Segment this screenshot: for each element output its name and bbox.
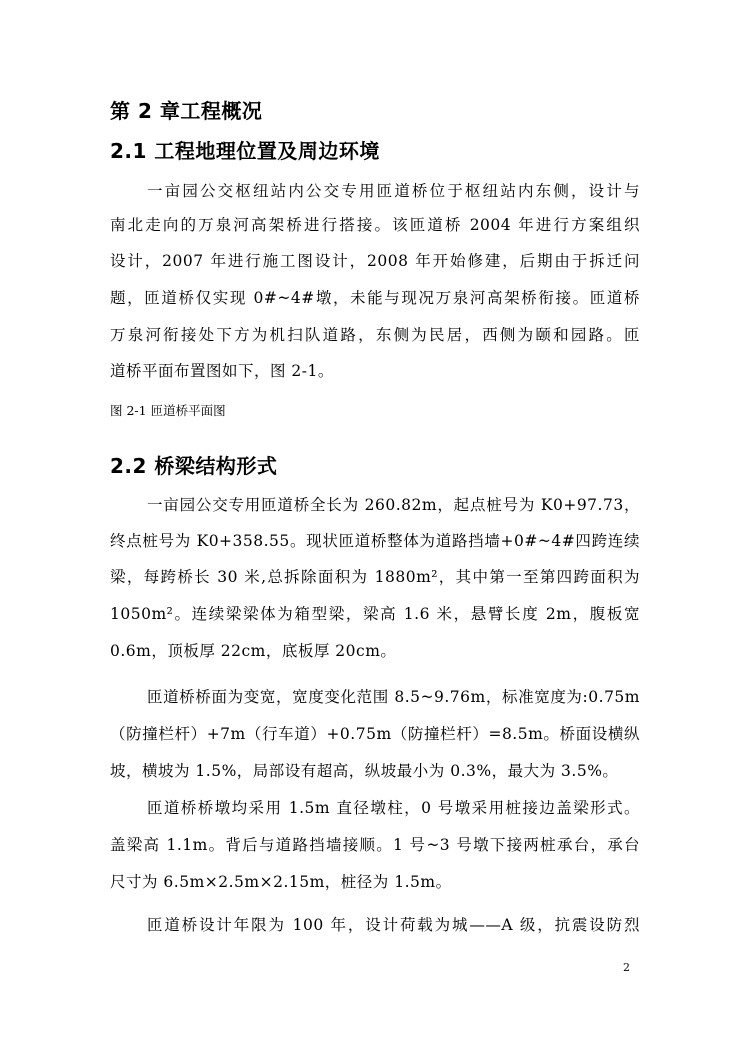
chapter-title: 第 2 章工程概况	[110, 99, 263, 123]
paragraph-line: 道桥平面布置图如下，图 2-1。	[110, 362, 334, 380]
paragraph-line: 匝道桥设计年限为 100 年，设计荷载为城——A 级，抗震设防烈	[147, 916, 640, 934]
paragraph-line: （防撞栏杆）+7m（行车道）+0.75m（防撞栏杆）=8.5m。桥面设横纵	[110, 725, 640, 743]
paragraph-line: 设计，2007 年进行施工图设计，2008 年开始修建，后期由于拆迁问	[110, 252, 640, 270]
paragraph-line: 万泉河衔接处下方为机扫队道路，东侧为民居，西侧为颐和园路。匝	[110, 326, 640, 344]
paragraph-line: 坡，横坡为 1.5%，局部设有超高，纵坡最小为 0.3%，最大为 3.5%。	[110, 762, 619, 780]
paragraph-line: 匝道桥桥面为变宽，宽度变化范围 8.5~9.76m，标准宽度为:0.75m	[147, 688, 640, 706]
paragraph-line: 尺寸为 6.5m×2.5m×2.15m，桩径为 1.5m。	[110, 873, 452, 891]
paragraph-line: 匝道桥桥墩均采用 1.5m 直径墩柱，0 号墩采用桩接边盖梁形式。	[147, 799, 640, 817]
paragraph-line: 终点桩号为 K0+358.55。现状匝道桥整体为道路挡墙+0#~4#四跨连续	[110, 532, 640, 550]
section-title-2-1: 2.1 工程地理位置及周边环境	[110, 139, 380, 163]
section-title-2-2: 2.2 桥梁结构形式	[110, 454, 278, 478]
paragraph-line: 0.6m，顶板厚 22cm，底板厚 20cm。	[110, 642, 397, 660]
paragraph-line: 1050m²。连续梁梁体为箱型梁，梁高 1.6 米，悬臂长度 2m，腹板宽	[110, 605, 640, 623]
paragraph-line: 一亩园公交专用匝道桥全长为 260.82m，起点桩号为 K0+97.73，	[147, 496, 640, 514]
figure-caption: 图 2-1 匝道桥平面图	[110, 403, 226, 418]
paragraph-line: 梁，每跨桥长 30 米,总拆除面积为 1880m²，其中第一至第四跨面积为	[110, 568, 640, 586]
paragraph-line: 南北走向的万泉河高架桥进行搭接。该匝道桥 2004 年进行方案组织	[110, 216, 640, 234]
paragraph-line: 盖梁高 1.1m。背后与道路挡墙接顺。1 号~3 号墩下接两桩承台，承台	[110, 836, 640, 854]
paragraph-line: 题，匝道桥仅实现 0#~4#墩，未能与现况万泉河高架桥衔接。匝道桥	[110, 289, 640, 307]
page-number: 2	[623, 961, 630, 974]
paragraph-line: 一亩园公交枢纽站内公交专用匝道桥位于枢纽站内东侧，设计与	[147, 182, 640, 200]
